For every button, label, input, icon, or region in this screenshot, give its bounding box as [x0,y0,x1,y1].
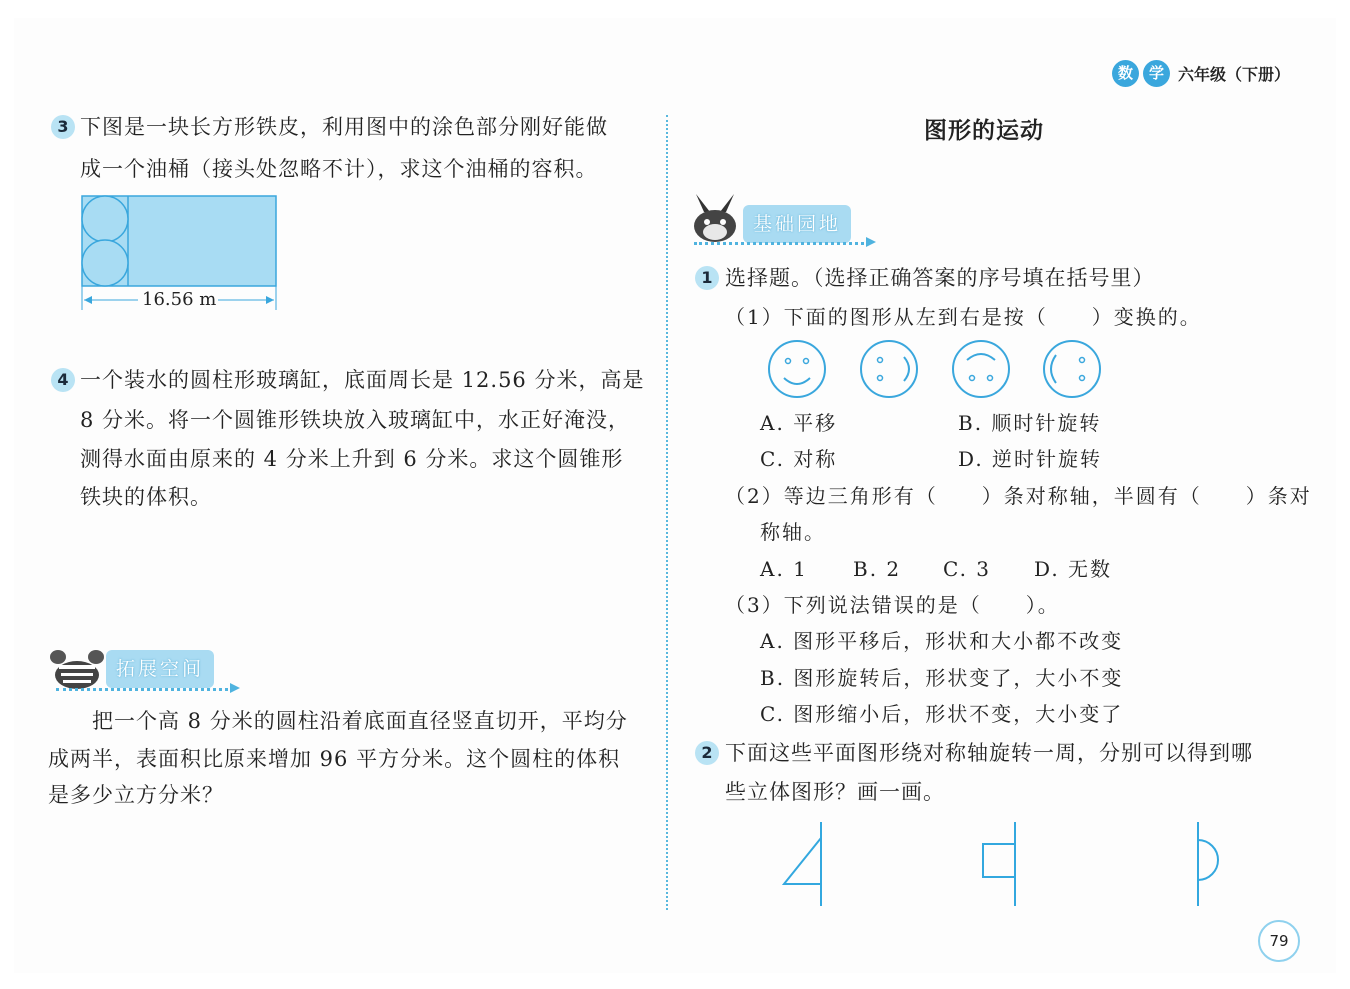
q1-sub2-option-c: C. 3 [943,557,992,581]
q1-sub1-option-a: A. 平移 [760,411,838,435]
subject-badge-2: 学 [1143,60,1170,87]
question-1-badge: 1 [695,266,719,290]
grade-label: 六年级（下册） [1178,65,1291,84]
question-4-badge: 4 [51,368,75,392]
question-2-line1: 下面这些平面图形绕对称轴旋转一周，分别可以得到哪 [725,741,1253,765]
question-4-line3: 测得水面由原来的 4 分米上升到 6 分米。求这个圆锥形 [80,447,624,471]
dimension-label: 16.56 m [142,289,217,310]
q1-sub1-option-b: B. 顺时针旋转 [958,411,1102,435]
zebra-mascot-icon [48,645,106,691]
subject-badge-1: 数 [1112,60,1139,87]
q1-sub2-prompt-line2: 称轴。 [760,520,826,544]
arrow-right-icon [866,237,878,249]
q1-sub2-prompt-line1: （2）等边三角形有（ ）条对称轴，半圆有（ ）条对 [725,484,1312,508]
q1-sub1-prompt: （1）下面的图形从左到右是按（ ）变换的。 [725,305,1202,329]
question-3-badge: 3 [51,115,75,139]
page-number: 79 [1258,920,1300,962]
q1-sub1-option-c: C. 对称 [760,447,838,471]
q1-sub1-option-d: D. 逆时针旋转 [958,447,1103,471]
q1-sub3-option-c: C. 图形缩小后，形状不变，大小变了 [760,702,1124,726]
extension-line3: 是多少立方分米？ [48,783,224,807]
question-4-line2: 8 分米。将一个圆锥形铁块放入玻璃缸中，水正好淹没， [80,408,631,432]
extension-section-title: 拓展空间 [106,650,214,688]
question-3-line2: 成一个油桶（接头处忽略不计），求这个油桶的容积。 [80,157,598,181]
rabbit-mascot-icon [690,190,740,244]
arrow-right-icon [230,683,242,695]
q1-sub3-option-a: A. 图形平移后，形状和大小都不改变 [760,629,1124,653]
basic-section-underline [694,242,870,245]
question-2-line2: 些立体图形？画一画。 [725,780,945,804]
question-3-line1: 下图是一块长方形铁皮，利用图中的涂色部分刚好能做 [80,115,608,139]
question-1-heading: 选择题。（选择正确答案的序号填在括号里） [725,266,1155,290]
q1-sub2-option-a: A. 1 [760,557,808,581]
extension-line2: 成两半，表面积比原来增加 96 平方分米。这个圆柱的体积 [48,747,621,771]
question-4-line4: 铁块的体积。 [80,485,212,509]
basic-section-title: 基础园地 [743,205,851,243]
column-divider [666,115,668,910]
q1-sub3-prompt: （3）下列说法错误的是（ ）。 [725,593,1060,617]
page-title: 图形的运动 [924,118,1044,144]
smiley-faces-figure [764,338,1109,404]
extension-line1: 把一个高 8 分米的圆柱沿着底面直径竖直切开，平均分 [92,709,628,733]
q1-sub3-option-b: B. 图形旋转后，形状变了，大小不变 [760,666,1124,690]
question-2-badge: 2 [695,741,719,765]
q1-sub2-option-b: B. 2 [853,557,902,581]
question-4-line1: 一个装水的圆柱形玻璃缸，底面周长是 12.56 分米，高是 [80,368,645,392]
extension-underline [56,688,234,691]
q1-sub2-option-d: D. 无数 [1034,557,1113,581]
rotation-shapes-figure [778,818,1228,910]
